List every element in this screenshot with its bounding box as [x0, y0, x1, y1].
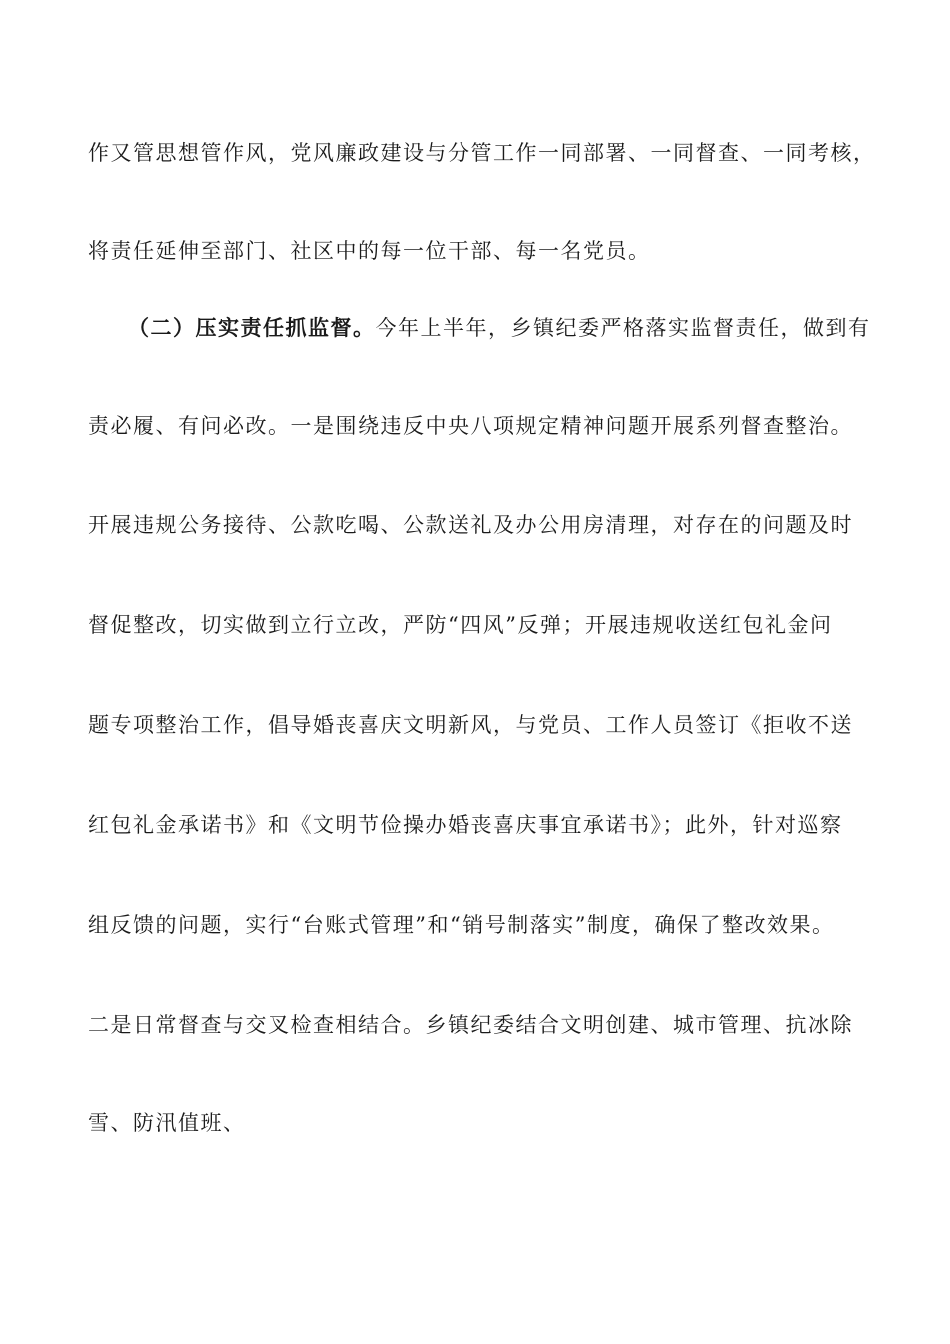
section-heading: （二）压实责任抓监督。: [128, 316, 376, 340]
paragraph-line-2: 将责任延伸至部门、社区中的每一位干部、每一名党员。: [88, 239, 651, 263]
paragraph-line-9: 组反馈的问题，实行“台账式管理”和“销号制落实”制度，确保了整改效果。: [88, 913, 835, 937]
paragraph-line-1: 作又管思想管作风，党风廉政建设与分管工作一同部署、一同督查、一同考核，: [88, 141, 876, 165]
section-paragraph-lead: 今年上半年，乡镇纪委严格落实监督责任，做到有: [375, 316, 871, 340]
paragraph-line-5: 开展违规公务接待、公款吃喝、公款送礼及办公用房清理，对存在的问题及时: [88, 513, 853, 537]
paragraph-line-6: 督促整改，切实做到立行立改，严防“四风”反弹；开展违规收送红包礼金问: [88, 613, 833, 637]
paragraph-line-4: 责必履、有问必改。一是围绕违反中央八项规定精神问题开展系列督查整治。: [88, 414, 853, 438]
paragraph-line-7: 题专项整治工作，倡导婚丧喜庆文明新风，与党员、工作人员签订《拒收不送: [88, 713, 853, 737]
section-paragraph-first-line: [128, 313, 871, 343]
paragraph-line-8: 红包礼金承诺书》和《文明节俭操办婚丧喜庆事宜承诺书》；此外，针对巡察: [88, 813, 843, 837]
paragraph-line-11: 雪、防汛值班、: [88, 1111, 246, 1135]
paragraph-line-10: 二是日常督查与交叉检查相结合。乡镇纪委结合文明创建、城市管理、抗冰除: [88, 1013, 853, 1037]
